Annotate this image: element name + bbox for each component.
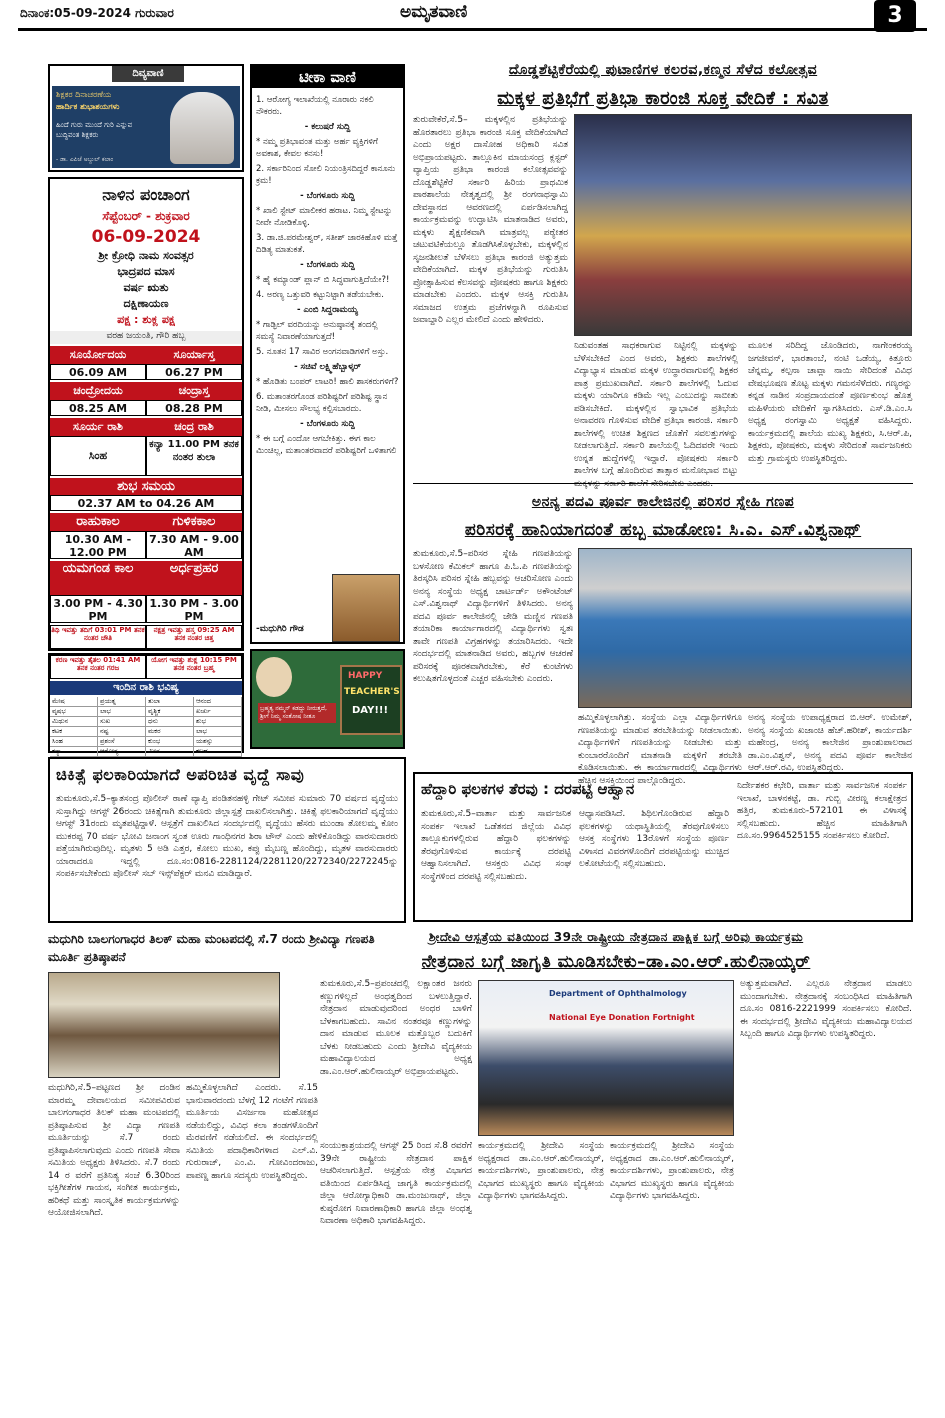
teeka-item: * ಗಾಡ್ಫಿಲ್ ವರದಿಯನ್ನು ಅನುಷ್ಠಾನಕ್ಕೆ ತಂದಲ್ಲಿ ಸಮಸ್ಯೆ ನಿವಾರಣೆಯಾಗುತ್ತದೆ! bbox=[256, 320, 378, 342]
rashi-prediction: ಪ್ರಶಂಸೆ bbox=[98, 737, 146, 746]
rashi-prediction: ಯಶಸ್ಸು bbox=[194, 737, 242, 746]
rashi-prediction: ಆರೋಗ್ಯ bbox=[98, 747, 146, 756]
teeka-item: 3. ಡಾ.ಜಿ.ಪರಮೇಶ್ವರ್, ಸತೀಶ್ ಜಾರಕಿಹೊಳಿ ಮತ್ತೆ ದಿಡಿತ್ಯ ಮಾತುಕತೆ. bbox=[256, 233, 398, 255]
article2-headline: ಪರಿಸರಕ್ಕೆ ಹಾನಿಯಾಗದಂತೆ ಹಬ್ಬ ಮಾಡೋಣ: ಸಿ.ಎ. ಎಸ್.ವಿಶ್ವನಾಥ್ bbox=[464, 520, 862, 540]
teeka-list bbox=[256, 94, 399, 460]
article4-col3: ನಿರ್ದೇಶಕರ ಕಛೇರಿ, ವಾರ್ತಾ ಮತ್ತು ಸಾರ್ವಜನಿಕ ಸಂಪರ್ಕ ಇಲಾಖೆ, ಬಾಳನಕಟ್ಟೆ, ಡಾ. ಗುಬ್ಬಿ ವೀರಣ್ಣ ಕಲಾಕ್ಷೇತ್ರದ ಹತ್ತಿರ, ತುಮಕೂರು-572101 ಈ ವಿಳಾಸಕ್ಕೆ ಸಲ್ಲಿಸಬಹುದು. ಹೆಚ್ಚಿನ ಮಾಹಿತಿಗಾಗಿ ದೂ.ಸಂ.9964525155 ಸಂಪರ್ಕಿಸಲು ಕೋರಿದೆ. bbox=[737, 781, 907, 841]
article1-col1: ತುರುವೇಕೆರೆ,ಸೆ.5– ಮಕ್ಕಳಲ್ಲಿನ ಪ್ರತಿಭೆಯನ್ನು ಹೊರತಾರಲು ಪ್ರತಿಭಾ ಕಾರಂಜಿ ಸೂಕ್ತ ವೇದಿಕೆಯಾಗಿದೆ ಎಂದು ಅಕ್ಷರ ದಾಸೋಹ ಅಧಿಕಾರಿ ಸವಿತ ಅಭಿಪ್ರಾಯಪಟ್ಟರು. ತಾಲ್ಲೂಕಿನ ಮಾಯಸಂದ್ರ ಕ್ಲಸ್ಟರ್ ವ್ಯಾಪ್ತಿಯ ಪ್ರತಿಭಾ ಕಾರಂಜಿ ಕಲೋತ್ಸವವನ್ನು ದೊಡ್ಡಶೆಟ್ಟಿಕೆರೆ ಸರ್ಕಾರಿ ಹಿರಿಯ ಪ್ರಾಥಮಿಕ ಪಾಠಶಾಲೆಯ ನೇತೃತ್ವದಲ್ಲಿ ಶ್ರೀ ರಂಗನಾಥಸ್ವಾಮಿ ದೇವಸ್ಥಾನದ ಆವರಣದಲ್ಲಿ ಏರ್ಪಡಿಸಲಾಗಿದ್ದ ಕಾರ್ಯಕ್ರಮವನ್ನು ಉದ್ಘಾಟಿಸಿ ಮಾತನಾಡಿದ ಅವರು, ಮಕ್ಕಳು ಶೈಕ್ಷಣಿಕವಾಗಿ ಮಾತ್ರವಲ್ಲ ಪಠ್ಯೇತರ ಚಟುವಟಿಕೆಯಲ್ಲೂ ತೊಡಗಿಸಿಕೊಳ್ಳಬೇಕು, ಮಕ್ಕಳಲ್ಲಿನ ಸೃಜನಶೀಲತೆ ಬೆಳೆಸಲು ಪ್ರತಿಭಾ ಕಾರಂಜಿ ಅತ್ಯುತ್ತಮ ವೇದಿಕೆಯಾಗಿದೆ. ಮಕ್ಕಳ ಪ್ರತಿಭೆಯನ್ನು ಗುರುತಿಸಿ ಪ್ರೋತ್ಸಾಹಿಸುವ ಕೆಲಸವನ್ನು ಪೋಷಕರು ಹಾಗೂ ಶಿಕ್ಷಕರು ಮಾಡಬೇಕು ಎಂದರು. ಮಕ್ಕಳ ಆಸಕ್ತಿ ಗುರುತಿಸಿ ಸಮಾಜದ ಉತ್ತಮ ಪ್ರಜೆಗಳನ್ನಾಗಿ ರೂಪಿಸುವ ಜವಾಬ್ದಾರಿ ಎಲ್ಲರ ಮೇಲಿದೆ ಎಂದು ಹೇಳಿದರು. bbox=[413, 115, 568, 325]
divyavani-box bbox=[48, 64, 244, 172]
teeka-item: 4. ಅರಣ್ಯ ಒತ್ತುವರಿ ಕಟ್ಟುನಿಟ್ಟಾಗಿ ತಡೆಯಬೇಕು. bbox=[256, 290, 384, 300]
ayana: ದಕ್ಷಿಣಾಯಣ bbox=[123, 297, 169, 310]
rashi-row bbox=[50, 697, 242, 707]
paksha: ಪಕ್ಷ : ಶುಕ್ಲ ಪಕ್ಷ bbox=[117, 313, 175, 326]
teeka-item: - ಎಂಬಿ ಸಿದ್ದರಾಮಯ್ಯ bbox=[296, 305, 359, 315]
teeka-item: 6. ಮತಾಂತರಗೊಂಡ ಪರಿಶಿಷ್ಟರಿಗೆ ಪರಿಶಿಷ್ಟ ಸ್ಥಾನ ನೀಡಿ, ಮೀಸಲು ಸೌಲಭ್ಯ ಕಲ್ಪಿಸಬಾರದು. bbox=[256, 392, 388, 414]
panchanga-month: ಸೆಪ್ಟೆಂಬರ್ - ಶುಕ್ರವಾರ bbox=[102, 209, 190, 223]
article6-col4: ಅತ್ಯುತ್ತಮವಾಗಿದೆ. ಎಲ್ಲರೂ ನೇತ್ರದಾನ ಮಾಡಲು ಮುಂದಾಗಬೇಕು. ನೇತ್ರದಾನಕ್ಕೆ ಸಂಬಂಧಿಸಿದ ಮಾಹಿತಿಗಾಗಿ ದೂ.ಸಂ 0816-2221999 ಸಂಪರ್ಕಿಸಲು ಕೋರಿದೆ. ಈ ಸಂದರ್ಭದಲ್ಲಿ ಶ್ರೀದೇವಿ ವೈದ್ಯಕೀಯ ಮಹಾವಿದ್ಯಾಲಯದ ಸಿಬ್ಬಂದಿ ಹಾಗೂ ವಿದ್ಯಾರ್ಥಿಗಳು ಉಪಸ್ಥಿತರಿದ್ದರು. bbox=[740, 979, 912, 1039]
rashi-prediction: ಪ್ರಯತ್ನ bbox=[98, 697, 146, 706]
moonrise-value: 08.25 AM bbox=[50, 400, 146, 416]
panchanga-date: 06-09-2024 bbox=[91, 227, 201, 247]
nakshatra: ನಕ್ಷತ್ರ ಇವತ್ತು ಹಸ್ತ 09:25 AM ತನಕ ನಂತರ ಚಿತ್ತ bbox=[146, 625, 242, 649]
article3-box bbox=[48, 757, 406, 923]
article1-col3: ಮೂಲಕ ಸರಿದಿದ್ದ ಜೊಂಡಿದರು, ನಾಗೇಂಕರಯ್ಯ ಜಗಜೀವನ್, ಭಾರತಾಂಬೆ, ನಂಟಿ ಒಡೆಯ್ಯ, ಕಿತ್ತೂರು ಚೆನ್ನಮ್ಮ, ಕಲ್ಪನಾ ಚಾವ್ಲಾ ನಾಯಿ ಸೇರಿದಂತೆ ವಿವಿಧ ವೇಷಭೂಷಣ ತೊಟ್ಟ ಮಕ್ಕಳು ಗಮನಸೆಳೆದರು. ಗಣ್ಯರನ್ನು ಕನ್ನಡ ನಾಡಿನ ಸಂಪ್ರದಾಯದಂತೆ ಪೂರ್ಣಕುಂಭ ಹೊತ್ತ ಮಹಿಳೆಯರು ವೇದಿಕೆಗೆ ಸ್ವಾಗತಿಸಿದರು. ಎಸ್.ಡಿ.ಎಂ.ಸಿ ಅಧ್ಯಕ್ಷ ರಂಗಸ್ವಾಮಿ ಅಧ್ಯಕ್ಷತೆ ವಹಿಸಿದ್ದರು. ಕಾರ್ಯಕ್ರಮದಲ್ಲಿ ಶಾಲೆಯ ಮುಖ್ಯ ಶಿಕ್ಷಕರು, ಸಿ.ಆರ್.ಪಿ, ಶಿಕ್ಷಕರು, ಪೋಷಕರು, ಮಕ್ಕಳು ಸೇರಿದಂತೆ ಸಾರ್ವಜನಿಕರು ಮತ್ತು ಗ್ರಾಮಸ್ಥರು ಉಪಸ್ಥಿತರಿದ್ದರು. bbox=[748, 341, 912, 464]
article1-kicker: ದೊಡ್ಡಶೆಟ್ಟಿಕೆರೆಯಲ್ಲಿ ಪುಟಾಣಿಗಳ ಕಲರವ,ಕಣ್ಮನ ಸೆಳೆದ ಕಲೋತ್ಸವ bbox=[508, 62, 818, 78]
sunrise-label: ಸೂರ್ಯೋದಯ bbox=[50, 346, 146, 364]
divyavani-author: - ಡಾ. ಎಪಿಜೆ ಅಬ್ದುಲ್ ಕಲಾಂ bbox=[56, 156, 114, 163]
date-line: ದಿನಾಂಕ:05-09-2024 ಗುರುವಾರ bbox=[20, 6, 174, 20]
gulika-value: 7.30 AM - 9.00 AM bbox=[146, 531, 242, 559]
article2-photo bbox=[578, 548, 912, 708]
teachers-day-quote: ಬ್ರಹ್ಮತ್ಯ ನಮ್ಮನ್ ಕಡದ್ದು ನೀರುತ್ತದೆ, ಶ್ರೀಗೆ ನಿಮ್ಮ ಸಂತೋಷ ನೀತೂ bbox=[258, 703, 336, 723]
rashi-prediction: ಕಲಹ bbox=[194, 747, 242, 756]
teeka-item: 5. ನೂತನ 17 ಸಾವಿರ ಅಂಗನವಾಡಿಗಳಿಗೆ ಅಸ್ತು. bbox=[256, 347, 389, 357]
article5-photo bbox=[48, 972, 280, 1078]
divyavani-line2: ಹಾರ್ದಿಕ ಶುಭಾಶಯಗಳು bbox=[56, 102, 120, 111]
teeka-item: * ನಮ್ಮ ಪ್ರತಿಭಾವಂತ ಮತ್ತು ಅರ್ಹ ವ್ಯಕ್ತಿಗಳಿಗೆ ಅವಕಾಶ, ಕೇವಲ ಕನಸು! bbox=[256, 137, 378, 159]
portrait-photo bbox=[170, 92, 234, 164]
rahu-value: 10.30 AM - 12.00 PM bbox=[50, 531, 146, 559]
karana: ಕರಣ ಇವತ್ತು ತೈತಲ 01:41 AM ತನಕ ನಂತರ ಗರಜ bbox=[50, 655, 146, 679]
teeka-item: * ಹೈ ಕಮ್ಯಾಂಡ್ ಪ್ಲಾನ್ ಬಿ ಸಿದ್ಧವಾಗುತ್ತಿದೆಯೇ?! bbox=[256, 275, 390, 285]
article5-col2: ಹಮ್ಮಿಕೊಳ್ಳಲಾಗಿದೆ ಎಂದರು. ಸೆ.15 ಭಾನುವಾರದಂದು ಬೆಳಗ್ಗೆ 12 ಗಂಟೆಗೆ ಗಣಪತಿ ಮೂರ್ತಿಯ ವಿಸರ್ಜನಾ ಮಹೋತ್ಸವ ನಡೆಯಲಿದ್ದು, ವಿವಿಧ ಕಲಾ ತಂಡಗಳೊಂದಿಗೆ ಮೆರವಣಿಗೆ ನಡೆಯಲಿದೆ. ಈ ಸಂದರ್ಭದಲ್ಲಿ ಸಮಿತಿಯ ಪದಾಧಿಕಾರಿಗಳಾದ ಎಲ್.ವಿ. ಗುರುರಾಜ್, ಎಂ.ವಿ. ಗೋವಿಂದರಾಜು, ಪಾಪಣ್ಣ ಹಾಗೂ ಸದಸ್ಯರು ಉಪಸ್ಥಿತರಿದ್ದರು. bbox=[186, 1083, 318, 1181]
chandra-rashi-label: ಚಂದ್ರ ರಾಶಿ bbox=[146, 418, 242, 436]
divider bbox=[413, 483, 913, 484]
article5-headline: ಮಧುಗಿರಿ ಬಾಲಗಂಗಾಧರ ತಿಲಕ್ ಮಹಾ ಮಂಟಪದಲ್ಲಿ ಸೆ.7 ರಂದು ಶ್ರೀವಿದ್ಯಾ ಗಣಪತಿ ಮೂರ್ತಿ ಪ್ರತಿಷ್ಠಾಪನೆ bbox=[48, 932, 375, 964]
divyavani-line1: ಶಿಕ್ಷಕರ ದಿನಾಚರಣೆಯ bbox=[56, 90, 112, 99]
rashi-name: ತುಲಾ bbox=[146, 697, 194, 706]
article6-col3b: ಕಾರ್ಯಕ್ರಮದಲ್ಲಿ ಶ್ರೀದೇವಿ ಸಂಸ್ಥೆಯ ಅಧ್ಯಕ್ಷರಾದ ಡಾ.ಎಂ.ಆರ್.ಹುಲಿನಾಯ್ಕರ್, ಕಾರ್ಯದರ್ಶಿಗಳು, ಪ್ರಾಂಶುಪಾಲರು, ನೇತ್ರ ವಿಭಾಗದ ಮುಖ್ಯಸ್ಥರು ಹಾಗೂ ವೈದ್ಯಕೀಯ ವಿದ್ಯಾರ್ಥಿಗಳು ಭಾಗವಹಿಸಿದ್ದರು. bbox=[610, 1141, 734, 1201]
shubha-label: ಶುಭ ಸಮಯ bbox=[50, 478, 242, 495]
moonset-value: 08.28 PM bbox=[146, 400, 242, 416]
divyavani-quote: ಹಿಂದೆ ಗುರು ಮುಂದೆ ಗುರಿ ಎನ್ನುವ ಬುದ್ಧಿವಂತ ಶಿಕ್ಷಕರು bbox=[56, 121, 133, 139]
teeka-item: 1. ಆರೋಗ್ಯ ಇಲಾಖೆಯಲ್ಲಿ ನೂರಾರು ನಕಲಿ ನೌಕರರು. bbox=[256, 95, 374, 117]
samvatsara: ಶ್ರೀ ಕ್ರೋಧಿ ನಾಮ ಸಂವತ್ಸರ bbox=[98, 249, 194, 262]
masthead-title: ಅಮೃತವಾಣಿ bbox=[400, 2, 468, 22]
teeka-item: 2. ಸರ್ಕಾರಿನಿಂದ ಸೋಲಿ ನಿಯಂತ್ರಿಸದಿದ್ದರೆ ಕಾನೂನು ಕ್ರಮ! bbox=[256, 164, 396, 186]
rashi-name: ವೃಶ್ಚಿಕ bbox=[146, 707, 194, 716]
article4-col2: ಆಧ್ಯಾಸಪಡಿಸಿದೆ. ಶಿಥಿಲಗೊಂಡಿರುವ ಹೆದ್ದಾರಿ ಫಲಕಗಳನ್ನು ಯಥಾಸ್ಥಿತಿಯಲ್ಲಿ ತೆರವುಗೊಳಿಸಲು ಆಸಕ್ತ ಸಂಸ್ಥೆಗಳು 13ರೊಳಗೆ ಸಂಸ್ಥೆಯ ಪೂರ್ಣ ವಿಳಾಸದ ವಿವರಗಳೊಂದಿಗೆ ದರಪಟ್ಟಿಯನ್ನು ಮುಚ್ಚಿದ ಲಕೋಟೆಯಲ್ಲಿ ಸಲ್ಲಿಸಬಹುದು. bbox=[579, 809, 729, 869]
rashi-title: ಇಂದಿನ ರಾಶಿ ಭವಿಷ್ಯ bbox=[50, 681, 242, 695]
article3-headline: ಚಿಕಿತ್ಸೆ ಫಲಕಾರಿಯಾಗದೆ ಅಪರಿಚಿತ ವೃದ್ದೆ ಸಾವು bbox=[56, 765, 305, 784]
chandra-rashi-value: ಕನ್ಯಾ 11.00 PM ತನಕ ನಂತರ ತುಲಾ bbox=[146, 436, 242, 476]
rashi-prediction: ಸುಖ bbox=[98, 717, 146, 726]
article6-col3: ಕಾರ್ಯಕ್ರಮದಲ್ಲಿ ಶ್ರೀದೇವಿ ಸಂಸ್ಥೆಯ ಅಧ್ಯಕ್ಷರಾದ ಡಾ.ಎಂ.ಆರ್.ಹುಲಿನಾಯ್ಕರ್, ಕಾರ್ಯದರ್ಶಿಗಳು, ಪ್ರಾಂಶುಪಾಲರು, ನೇತ್ರ ವಿಭಾಗದ ಮುಖ್ಯಸ್ಥರು ಹಾಗೂ ವೈದ್ಯಕೀಯ ವಿದ್ಯಾರ್ಥಿಗಳು ಭಾಗವಹಿಸಿದ್ದರು. bbox=[478, 1141, 604, 1201]
rashi-table bbox=[50, 697, 242, 757]
article2-col3: ಅನನ್ಯ ಸಂಸ್ಥೆಯ ಉಪಾಧ್ಯಕ್ಷರಾದ ಬಿ.ಆರ್. ಉಮೇಶ್, ಅನನ್ಯ ಸಂಸ್ಥೆಯ ಖಜಾಂಚಿ ಹೆಚ್.ಹರೀಶ್, ಕಾರ್ಯದರ್ಶಿ ಮಹೇಂದ್ರ, ಅನನ್ಯ ಕಾಲೇಜಿನ ಪ್ರಾಂಶುಪಾಲರಾದ ಡಾ.ಎಂ.ವಿಶ್ವನ್, ಅನನ್ಯ ಪದವಿ ಪೂರ್ವ ಕಾಲೇಜಿನ ಆರ್.ಆರ್.ರವಿ, ಉಪಸ್ಥಿತರಿದ್ದರು. bbox=[748, 713, 912, 773]
shubha-value: 02.37 AM to 04.26 AM bbox=[50, 495, 242, 511]
ardha-label: ಅರ್ಧಪ್ರಹರ bbox=[146, 561, 242, 595]
article6-col1: ತುಮಕೂರು,ಸೆ.5–ಪ್ರಪಂಚದಲ್ಲಿ ಲಕ್ಷಾಂತರ ಜನರು ಕಣ್ಣುಗಳಿಲ್ಲದೆ ಅಂಧತ್ವದಿಂದ ಬಳಲುತ್ತಿದ್ದಾರೆ. ನೇತ್ರದಾನ ಮಾಡುವುದರಿಂದ ಅಂಧರ ಬಾಳಿಗೆ ಬೆಳಕಾಗಬಹುದು. ಸಾವಿನ ನಂತರವೂ ಕಣ್ಣುಗಳನ್ನು ದಾನ ಮಾಡುವ ಮೂಲಕ ಮತ್ತೊಬ್ಬರ ಬದುಕಿಗೆ ಬೆಳಕು ನೀಡಬಹುದು ಎಂದು ಶ್ರೀದೇವಿ ವೈದ್ಯಕೀಯ ಮಹಾವಿದ್ಯಾಲಯದ ಅಧ್ಯಕ್ಷ ಡಾ.ಎಂ.ಆರ್.ಹುಲಿನಾಯ್ಕರ್ ಅಭಿಪ್ರಾಯಪಟ್ಟರು. bbox=[320, 979, 472, 1077]
rashi-row bbox=[50, 737, 242, 747]
divyavani-image bbox=[52, 86, 240, 168]
moonrise-label: ಚಂದ್ರೋದಯ bbox=[50, 382, 146, 400]
surya-rashi-label: ಸೂರ್ಯ ರಾಶಿ bbox=[50, 418, 146, 436]
teeka-item: * ಈ ಬಗ್ಗೆ ಎಂದೋ ಆಗಬೇಕಿತ್ತು. ಈಗ ಕಾಲ ಮಿಂಚಿಲ್ಲ, ಮತಾಂತರವಾದರೆ ಪರಿಶಿಷ್ಟರಿಗೆ ಒಳಿತಾಗಲಿ bbox=[256, 434, 397, 456]
rashi-box bbox=[48, 653, 244, 753]
article6-headline: ನೇತ್ರದಾನ ಬಗ್ಗೆ ಜಾಗೃತಿ ಮೂಡಿಸಬೇಕು–ಡಾ.ಎಂ.ಆರ್.ಹುಲಿನಾಯ್ಕರ್ bbox=[421, 952, 811, 972]
rashi-row bbox=[50, 707, 242, 717]
sunset-label: ಸೂರ್ಯಾಸ್ತ bbox=[146, 346, 242, 364]
rashi-prediction: ಶುಭ bbox=[194, 717, 242, 726]
teeka-item: - ಬೆಂಗಳೂರು ಸುದ್ದಿ bbox=[300, 419, 355, 429]
festival: ವರಹ ಜಯಂತಿ, ಗೌರಿ ಹಬ್ಬ bbox=[50, 331, 242, 344]
article3-body: ತುಮಕೂರು,ಸೆ.5–ಕ್ಯಾತಸಂದ್ರ ಪೊಲೀಸ್ ಠಾಣೆ ವ್ಯಾಪ್ತಿ ಪಂಡಿತನಹಳ್ಳಿ ಗೇಟ್ ಸಮೀಪ ಸುಮಾರು 70 ವರ್ಷದ ವೃದ್ಧೆಯು ಸುಸ್ತಾಗಿದ್ದು ಆಗಸ್ಟ್ 26ರಂದು ಚಿಕಿತ್ಸೆಗಾಗಿ ತುಮಕೂರು ಜಿಲ್ಲಾಸ್ಪತ್ರೆ ದಾಖಲಿಸಲಾಗಿತ್ತು. ಚಿಕಿತ್ಸೆ ಫಲಕಾರಿಯಾಗದೆ ವೃದ್ಧೆಯು ಆಗಸ್ಟ್ 31ರಂದು ಮೃತಪಟ್ಟಿದ್ದಾಳೆ. ಆಸ್ಪತ್ರೆಗೆ ದಾಖಲಿಸಿದ ಸಂದರ್ಭದಲ್ಲಿ ವೃದ್ಧೆಯು ಹೆಸರು ಮುಂಡಾ ತೋಲಮ್ಮ ಕೋಂ ಮುಕರಪ್ಪ 70 ವರ್ಷ ಭೋವಿ ಜನಾಂಗ ಸ್ವಂತ ಊರು ಗಾಂಧಿನಗರ ಶಿರಾ ಟೌನ್ ಎಂದು ಹೇಳಿಕೊಂಡಿದ್ದು ವಾರಸುದಾರರು ಪತ್ತೆಯಾಗಿರುವುದಿಲ್ಲ. ಮೃತಳು 5 ಅಡಿ ಎತ್ತರ, ಕೋಲು ಮುಖ, ಕಪ್ಪು ಮೈಬಣ್ಣ ಹೊಂದಿದ್ದು, ಮೃತಳ ವಾರಸುದಾರರು ಯಾರಾದರೂ ಇದ್ದಲ್ಲಿ ದೂ.ಸಂ:0816-2281124/2281120/2272340/2272245ನ್ನು ಸಂಪರ್ಕಿಸಬೇಕೆಂದು ಪೊಲೀಸ್ ಸಬ್ ಇನ್ಸ್‌ಪೆಕ್ಟರ್ ಮನವಿ ಮಾಡಿದ್ದಾರೆ. bbox=[56, 794, 398, 879]
article6-photo bbox=[478, 980, 734, 1136]
article1-headline: ಮಕ್ಕಳ ಪ್ರತಿಭೆಗೆ ಪ್ರತಿಭಾ ಕಾರಂಜಿ ಸೂಕ್ತ ವೇದಿಕೆ : ಸವಿತ bbox=[497, 88, 829, 109]
ardha-value: 1.30 PM - 3.00 PM bbox=[146, 595, 242, 623]
rashi-prediction: ಖರ್ಚು bbox=[194, 707, 242, 716]
rashi-prediction: ನಷ್ಟ bbox=[98, 727, 146, 736]
yama-label: ಯಮಗಂಡ ಕಾಲ bbox=[50, 561, 146, 595]
article2-kicker: ಅನನ್ಯ ಪದವಿ ಪೂರ್ವ ಕಾಲೇಜಿನಲ್ಲಿ ಪರಿಸರ ಸ್ನೇಹಿ ಗಣಪ bbox=[531, 494, 795, 510]
teeka-item: * ಹೊಡಿತು ಬಂಪರ್ ಲಾಟರಿ! ಹಾಲಿ ಶಾಸಕರುಗಳಿಗೆ? bbox=[256, 377, 399, 387]
divyavani-title: ದಿವ್ಯವಾಣಿ bbox=[112, 66, 184, 82]
article1-col2: ನಿಡುವಂತಹ ಸಾಧಕರಾಗುವ ನಿಟ್ಟಿನಲ್ಲಿ ಮಕ್ಕಳನ್ನು ಬೆಳೆಸಬೇಕಿದೆ ಎಂದ ಅವರು, ಶಿಕ್ಷಕರು ಶಾಲೆಗಳಲ್ಲಿ ವಿದ್ಯಾಭ್ಯಾಸ ಮಾಡುವ ಮಕ್ಕಳ ಉದ್ಧಾರವಾಗುವಲ್ಲಿ ಶಿಕ್ಷಕರ ಪಾತ್ರ ಪ್ರಮುಖವಾಗಿದೆ. ಸರ್ಕಾರಿ ಶಾಲೆಗಳಲ್ಲಿ ಓದುವ ಮಕ್ಕಳು ಯಾರಿಗೂ ಕಡಿಮೆ ಇಲ್ಲ ಎಂಬುದನ್ನು ಸಾಬೀತು ಪಡಿಸಬೇಕಿದೆ. ಮಕ್ಕಳಲ್ಲಿನ ಸ್ವಾಭಾವಿಕ ಪ್ರತಿಭೆಯ ಅನಾವರಣ ಗೊಳಿಸುವ ವೇದಿಕೆ ಪ್ರತಿಭಾ ಕಾರಂಜಿ. ಸರ್ಕಾರಿ ಶಾಲೆಗಳಲ್ಲಿ ಉಚಿತ ಶಿಕ್ಷಣದ ಜೊತೆಗೆ ಸವಲತ್ತುಗಳನ್ನು ನೀಡಲಾಗುತ್ತಿದೆ. ಸರ್ಕಾರಿ ಶಾಲೆಯಲ್ಲಿ ಓದಿದವರೇ ಇಂದು ಉನ್ನತ ಹುದ್ದೆಗಳಲ್ಲಿ ಇದ್ದಾರೆ. ಪೋಷಕರು ಸರ್ಕಾರಿ ಶಾಲೆಗಳ ಬಗ್ಗೆ ಹೊಂದಿರುವ ತಾತ್ಸಾರ ಮನೋಭಾವ ಬಿಟ್ಟು bbox=[574, 341, 738, 476]
rashi-name: ಕಟಕ bbox=[50, 727, 98, 736]
rashi-prediction: ಲಾಭ bbox=[194, 727, 242, 736]
teeka-item: * ಖಾಲಿ ಸ್ಟೇಟ್ ಮಾಲೀಕರ ಹರಾಟ. ನಿಮ್ಮ ಸ್ಟೇಟನ್ನು ನೀವೇ ನೋಡಿಕೊಳ್ಳಿ. bbox=[256, 206, 393, 228]
yoga: ಯೋಗ ಇವತ್ತು ಶುಕ್ಲ 10:15 PM ತನಕ ನಂತರ ಬ್ರಹ್ಮ bbox=[146, 655, 242, 679]
article6-col2: ಸಂಯುಕ್ತಾಶ್ರಯದಲ್ಲಿ ಆಗಸ್ಟ್ 25 ರಿಂದ ಸೆ.8 ರವರೆಗೆ 39ನೇ ರಾಷ್ಟ್ರೀಯ ನೇತ್ರದಾನ ಪಾಕ್ಷಿಕ ಆಚರಿಸಲಾಗುತ್ತಿದೆ. ಆಸ್ಪತ್ರೆಯ ನೇತ್ರ ವಿಭಾಗದ ವತಿಯಿಂದ ಏರ್ಪಡಿಸಿದ್ದ ಜಾಗೃತಿ ಕಾರ್ಯಕ್ರಮದಲ್ಲಿ ಜಿಲ್ಲಾ ಆರೋಗ್ಯಾಧಿಕಾರಿ ಡಾ.ಮಂಜುನಾಥ್, ಜಿಲ್ಲಾ ಕುಷ್ಠರೋಗ ನಿವಾರಣಾಧಿಕಾರಿ ಹಾಗೂ ಜಿಲ್ಲಾ ಅಂಧತ್ವ ನಿವಾರಣಾ ಅಧಿಕಾರಿ ಭಾಗವಹಿಸಿದ್ದರು. bbox=[320, 1141, 472, 1226]
header-rule bbox=[18, 28, 927, 31]
page-number: 3 bbox=[874, 0, 916, 32]
teachers-day-ad bbox=[250, 649, 405, 749]
rashi-name: ಕನ್ಯಾ bbox=[50, 747, 98, 756]
sunset-value: 06.27 PM bbox=[146, 364, 242, 380]
rashi-name: ಕುಂಭ bbox=[146, 737, 194, 746]
masa: ಭಾದ್ರಪದ ಮಾಸ bbox=[117, 265, 175, 278]
rashi-name: ಸಿಂಹ bbox=[50, 737, 98, 746]
moonset-label: ಚಂದ್ರಾಸ್ತ bbox=[146, 382, 242, 400]
happy-text: HAPPY bbox=[348, 671, 383, 681]
rashi-name: ಮೀನ bbox=[146, 747, 194, 756]
rashi-row bbox=[50, 727, 242, 737]
teeka-title: ಟೀಕಾ ವಾಣಿ bbox=[252, 66, 403, 88]
tithi: ತಿಥಿ ಇವತ್ತು ತದಿಗೆ 03:01 PM ತನಕ ನಂತರ ಚೌತಿ bbox=[50, 625, 146, 649]
rashi-name: ಮಕರ bbox=[146, 727, 194, 736]
teeka-item: - ಬೆಂಗಳೂರು ಸುದ್ದಿ bbox=[300, 260, 355, 270]
teeka-item: - ಸಚಿವೆ ಲಕ್ಷ್ಮಿಹೆಬ್ಬಾಳ್ಕರ್ bbox=[294, 362, 361, 372]
teeka-item: - ಬೆಂಗಳೂರು ಸುದ್ದಿ bbox=[300, 191, 355, 201]
article4-box bbox=[413, 772, 913, 922]
rutu: ವರ್ಷ ಋತು bbox=[123, 281, 169, 294]
banner-line1: Department of Ophthalmology bbox=[549, 989, 687, 998]
article6-kicker: ಶ್ರೀದೇವಿ ಆಸ್ಪತ್ರೆಯ ವತಿಯಿಂದ 39ನೇ ರಾಷ್ಟ್ರೀಯ ನೇತ್ರದಾನ ಪಾಕ್ಷಿಕ ಬಗ್ಗೆ ಅರಿವು ಕಾರ್ಯಕ್ರಮ bbox=[428, 930, 804, 944]
article2-col2: ಹಮ್ಮಿಕೊಳ್ಳಲಾಗಿತ್ತು. ಸಂಸ್ಥೆಯ ಎಲ್ಲಾ ವಿದ್ಯಾರ್ಥಿಗಳಿಗೂ ಗಣಪತಿಯನ್ನು ಮಾಡುವ ತರಬೇತಿಯನ್ನು ನೀಡಲಾಯಿತು. ವಿದ್ಯಾರ್ಥಿಗಳಿಗೆ ಗಣಪತಿಯನ್ನು ನೀಡಬೇಕು ಮತ್ತು ಕುಂಬಾರರೊಂದಿಗೆ ಮಾತನಾಡಿ ಮಕ್ಕಳಿಗೆ ತರಬೇತಿ ಕೊಡಿಸಲಾಯಿತು. ಈ ಕಾರ್ಯಾಗಾರದಲ್ಲಿ ವಿದ್ಯಾರ್ಥಿಗಳು ಹೆಚ್ಚಿನ ಆಸಕ್ತಿಯಿಂದ ಪಾಲ್ಗೊಂಡಿದ್ದರು. bbox=[578, 713, 742, 786]
sunrise-value: 06.09 AM bbox=[50, 364, 146, 380]
rashi-row bbox=[50, 717, 242, 727]
gulika-label: ಗುಳಿಕಕಾಲ bbox=[146, 513, 242, 531]
article4-headline: ಹೆದ್ದಾರಿ ಫಲಕಗಳ ತೆರವು : ದರಪಟ್ಟಿ ಆಹ್ವಾನ bbox=[421, 780, 635, 798]
rashi-name: ಮಿಥುನ bbox=[50, 717, 98, 726]
yama-value: 3.00 PM - 4.30 PM bbox=[50, 595, 146, 623]
panchanga-title: ನಾಳಿನ ಪಂಚಾಂಗ bbox=[102, 185, 190, 204]
rashi-name: ವೃಷಭ bbox=[50, 707, 98, 716]
article4-col1: ತುಮಕೂರು,ಸೆ.5–ವಾರ್ತಾ ಮತ್ತು ಸಾರ್ವಜನಿಕ ಸಂಪರ್ಕ ಇಲಾಖೆ ಒಡೆತನದ ಜಿಲ್ಲೆಯ ವಿವಿಧ ತಾಲ್ಲೂಕುಗಳಲ್ಲಿರುವ ಹೆದ್ದಾರಿ ಫಲಕಗಳನ್ನು ತೆರವುಗೊಳಿಸುವ ಕಾರ್ಯಕ್ಕೆ ದರಪಟ್ಟಿ ಆಹ್ವಾನಿಸಲಾಗಿದೆ. ಆಸಕ್ತರು ವಿವಿಧ ಸಂಘ ಸಂಸ್ಥೆಗಳಿಂದ ದರಪಟ್ಟಿ ಸಲ್ಲಿಸಬಹುದು. bbox=[421, 809, 571, 882]
author-photo bbox=[332, 574, 400, 642]
teeka-item: - ಕಲುಷರೆ ಸುದ್ದಿ bbox=[304, 122, 351, 132]
rashi-name: ಧನು bbox=[146, 717, 194, 726]
rashi-prediction: ಲಾಭ bbox=[98, 707, 146, 716]
article5-col1: ಮಧುಗಿರಿ,ಸೆ.5–ಪಟ್ಟಣದ ಶ್ರೀ ದಂಡಿನ ಮಾರಮ್ಮ ದೇವಾಲಯದ ಸಮೀಪವಿರುವ ಬಾಲಗಂಗಾಧರ ತಿಲಕ್ ಮಹಾ ಮಂಟಪದಲ್ಲಿ ಪ್ರತಿಷ್ಠಾಪಿಸುವ ಶ್ರೀ ವಿದ್ಯಾ ಗಣಪತಿ ಮೂರ್ತಿಯನ್ನು ಸೆ.7 ರಂದು ಪ್ರತಿಷ್ಠಾಪಿಸಲಾಗುವುದು ಎಂದು ಗಣಪತಿ ಸೇವಾ ಸಮಿತಿಯ ಅಧ್ಯಕ್ಷರು ತಿಳಿಸಿದರು. ಸೆ.7 ರಂದು 14 ರ ವರೆಗೆ ಪ್ರತಿನಿತ್ಯ ಸಂಜೆ 6.30ರಿಂದ ಭಕ್ತಿಗೀತೆಗಳ ಗಾಯನ, ಸಂಗೀತ ಕಾರ್ಯಕ್ರಮ, ಹರಿಕಥೆ ಮತ್ತು ಸಾಂಸ್ಕೃತಿಕ ಕಾರ್ಯಕ್ರಮಗಳನ್ನು ಆಯೋಜಿಸಲಾಗಿದೆ. bbox=[48, 1083, 180, 1218]
rashi-prediction: ಆನಂದ bbox=[194, 697, 242, 706]
rashi-name: ಮೇಷ bbox=[50, 697, 98, 706]
day-text: DAY!!! bbox=[352, 705, 389, 716]
surya-rashi-value: ಸಿಂಹ bbox=[50, 436, 146, 476]
teeka-box bbox=[250, 64, 405, 644]
teachers-text: TEACHER'S bbox=[344, 687, 400, 697]
article1-photo bbox=[574, 114, 912, 336]
rahu-label: ರಾಹುಕಾಲ bbox=[50, 513, 146, 531]
teacher-portrait bbox=[256, 657, 292, 697]
teeka-author: -ಮಧುಗಿರಿ ಗೌಡ bbox=[256, 624, 304, 634]
article2-col1: ತುಮಕೂರು,ಸೆ.5–ಪರಿಸರ ಸ್ನೇಹಿ ಗಣಪತಿಯನ್ನು ಬಳಸೋಣ ಕೆಮಿಕಲ್ ಹಾಗೂ ಪಿ.ಓ.ಪಿ ಗಣಪತಿಯನ್ನು ತಿರಸ್ಕರಿಸಿ ಪರಿಸರ ಸ್ನೇಹಿ ಹಬ್ಬವನ್ನು ಆಚರಿಸೋಣ ಎಂದು ಅನನ್ಯ ಸಂಸ್ಥೆಯ ಅಧ್ಯಕ್ಷ ಚಾರ್ಟರ್ಡ್ ಅಕೌಂಟೆಂಟ್ ಎಸ್.ವಿಶ್ವನಾಥ್ ವಿದ್ಯಾರ್ಥಿಗಳಿಗೆ ತಿಳಿಸಿದರು. ಅನನ್ಯ ಪದವಿ ಪೂರ್ವ ಕಾಲೇಜಿನಲ್ಲಿ ಜೇಡಿ ಮಣ್ಣಿನ ಗಣಪತಿ ತಯಾರಿಕಾ ಕಾರ್ಯಾಗಾರದಲ್ಲಿ ವಿದ್ಯಾರ್ಥಿಗಳು ಸ್ವತಃ ತಾವೇ ಗಣಪತಿ ವಿಗ್ರಹಗಳನ್ನು ತಯಾರಿಸಿದರು. ಇದೇ ಸಂದರ್ಭದಲ್ಲಿ ಮಾತನಾಡಿದ ಅವರು, ಹಬ್ಬಗಳ ಆಚರಣೆ ಪರಿಸರಕ್ಕೆ ಪೂರಕವಾಗಿರಬೇಕು, ಕೆರೆ ಕುಂಟೆಗಳು ಕಲುಷಿತಗೊಳ್ಳದಂತೆ ಎಚ್ಚರ ವಹಿಸಬೇಕು ಎಂದರು. bbox=[413, 549, 573, 684]
banner-line2: National Eye Donation Fortnight bbox=[549, 1013, 695, 1022]
rashi-row bbox=[50, 747, 242, 757]
panchanga-box bbox=[48, 177, 244, 651]
